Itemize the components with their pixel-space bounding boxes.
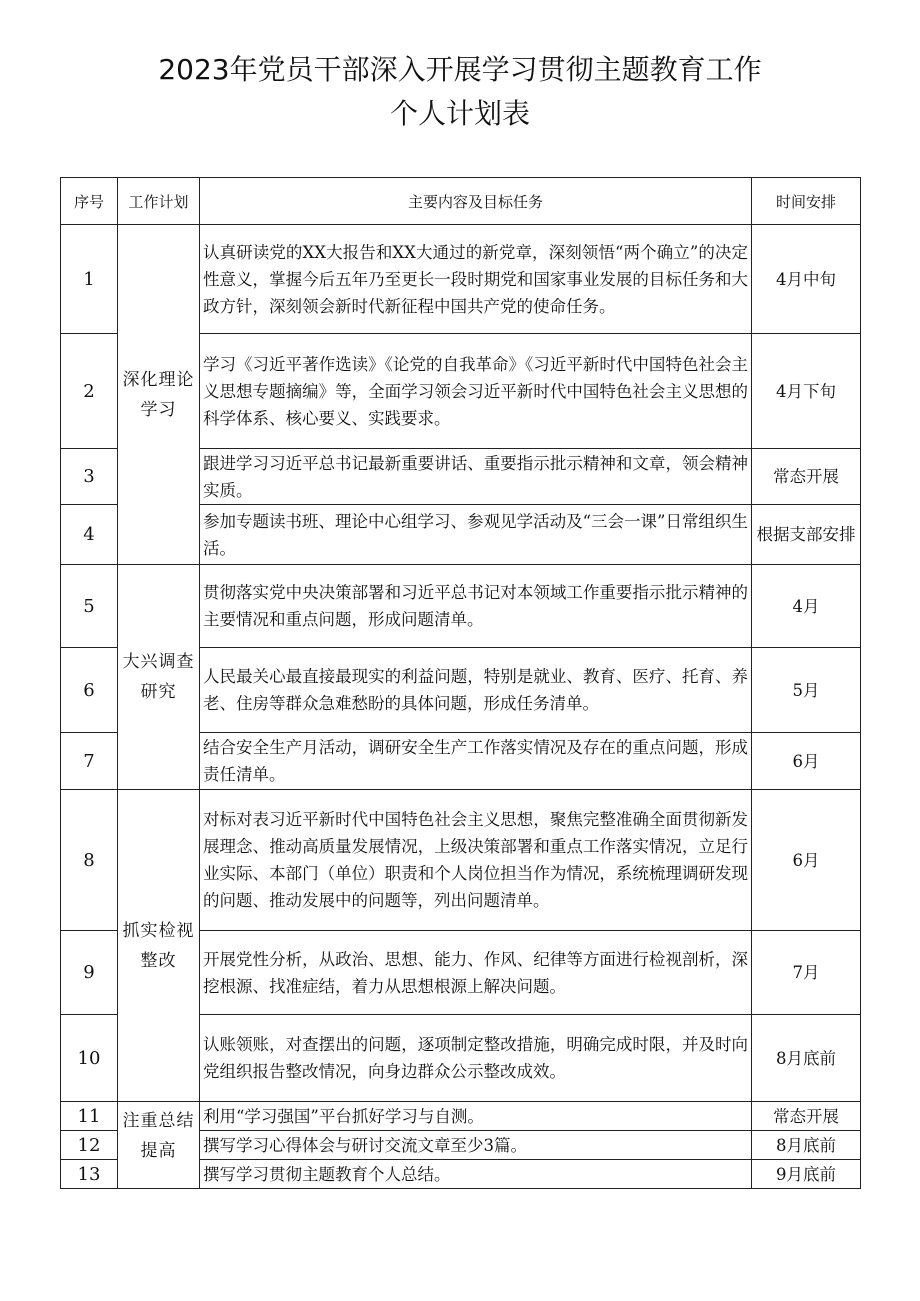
row-time: 5月	[752, 648, 861, 733]
row-content: 参加专题读书班、理论中心组学习、参观见学活动及“三会一课”日常组织生活。	[200, 505, 752, 565]
table-row	[61, 225, 861, 334]
row-content: 认真研读党的XX大报告和XX大通过的新党章，深刻领悟“两个确立”的决定性意义，掌握今后五年乃至更长一段时期党和国家事业发展的目标任务和大政方针，深刻领会新时代新征程中国共产党的使命任务。	[200, 225, 752, 334]
category-summary: 注重总结提高	[118, 1102, 200, 1189]
row-number: 13	[61, 1160, 118, 1189]
row-content: 开展党性分析，从政治、思想、能力、作风、纪律等方面进行检视剖析，深挖根源、找准症结，着力从思想根源上解决问题。	[200, 931, 752, 1015]
row-time: 4月中旬	[752, 225, 861, 334]
category-rectification: 抓实检视整改	[118, 790, 200, 1102]
row-time: 6月	[752, 790, 861, 931]
row-time: 常态开展	[752, 1102, 861, 1131]
row-content: 对标对表习近平新时代中国特色社会主义思想，聚焦完整准确全面贯彻新发展理念、推动高质量发展情况，上级决策部署和重点工作落实情况，立足行业实际、本部门（单位）职责和个人岗位担当作为情况，系统梳理调研发现的问题、推动发展中的问题等，列出问题清单。	[200, 790, 752, 931]
row-content: 人民最关心最直接最现实的利益问题，特别是就业、教育、医疗、托育、养老、住房等群众急难愁盼的具体问题，形成任务清单。	[200, 648, 752, 733]
row-number: 4	[61, 505, 118, 565]
row-time: 7月	[752, 931, 861, 1015]
row-content: 撰写学习贯彻主题教育个人总结。	[200, 1160, 752, 1189]
row-time: 根据支部安排	[752, 505, 861, 565]
document-title-line-1: 2023年党员干部深入开展学习贯彻主题教育工作	[158, 53, 762, 86]
row-number: 10	[61, 1015, 118, 1102]
row-content: 学习《习近平著作选读》《论党的自我革命》《习近平新时代中国特色社会主义思想专题摘编》等，全面学习领会习近平新时代中国特色社会主义思想的科学体系、核心要义、实践要求。	[200, 334, 752, 449]
plan-table	[60, 177, 861, 1189]
header-content: 主要内容及目标任务	[200, 178, 752, 225]
table-row	[61, 565, 861, 648]
row-content: 认账领账，对查摆出的问题，逐项制定整改措施，明确完成时限，并及时向党组织报告整改情况，向身边群众公示整改成效。	[200, 1015, 752, 1102]
row-number: 8	[61, 790, 118, 931]
row-content: 利用“学习强国”平台抓好学习与自测。	[200, 1102, 752, 1131]
row-number: 7	[61, 733, 118, 790]
document-title-line-2: 个人计划表	[389, 97, 530, 130]
table-row	[61, 1102, 861, 1131]
row-content: 贯彻落实党中央决策部署和习近平总书记对本领域工作重要指示批示精神的主要情况和重点问题，形成问题清单。	[200, 565, 752, 648]
row-time: 6月	[752, 733, 861, 790]
row-content: 撰写学习心得体会与研讨交流文章至少3篇。	[200, 1131, 752, 1160]
row-number: 2	[61, 334, 118, 449]
row-time: 8月底前	[752, 1131, 861, 1160]
row-time: 9月底前	[752, 1160, 861, 1189]
header-time: 时间安排	[752, 178, 861, 225]
row-number: 11	[61, 1102, 118, 1131]
row-content: 结合安全生产月活动，调研安全生产工作落实情况及存在的重点问题，形成责任清单。	[200, 733, 752, 790]
table-row	[61, 790, 861, 931]
row-time: 4月下旬	[752, 334, 861, 449]
row-content: 跟进学习习近平总书记最新重要讲话、重要指示批示精神和文章，领会精神实质。	[200, 449, 752, 505]
header-plan: 工作计划	[118, 178, 200, 225]
table-header-row	[61, 178, 861, 225]
row-number: 5	[61, 565, 118, 648]
row-time: 8月底前	[752, 1015, 861, 1102]
header-number: 序号	[61, 178, 118, 225]
row-time: 4月	[752, 565, 861, 648]
category-investigation: 大兴调查研究	[118, 565, 200, 790]
row-number: 1	[61, 225, 118, 334]
row-number: 6	[61, 648, 118, 733]
row-time: 常态开展	[752, 449, 861, 505]
row-number: 9	[61, 931, 118, 1015]
row-number: 3	[61, 449, 118, 505]
category-theory-study: 深化理论学习	[118, 225, 200, 565]
row-number: 12	[61, 1131, 118, 1160]
